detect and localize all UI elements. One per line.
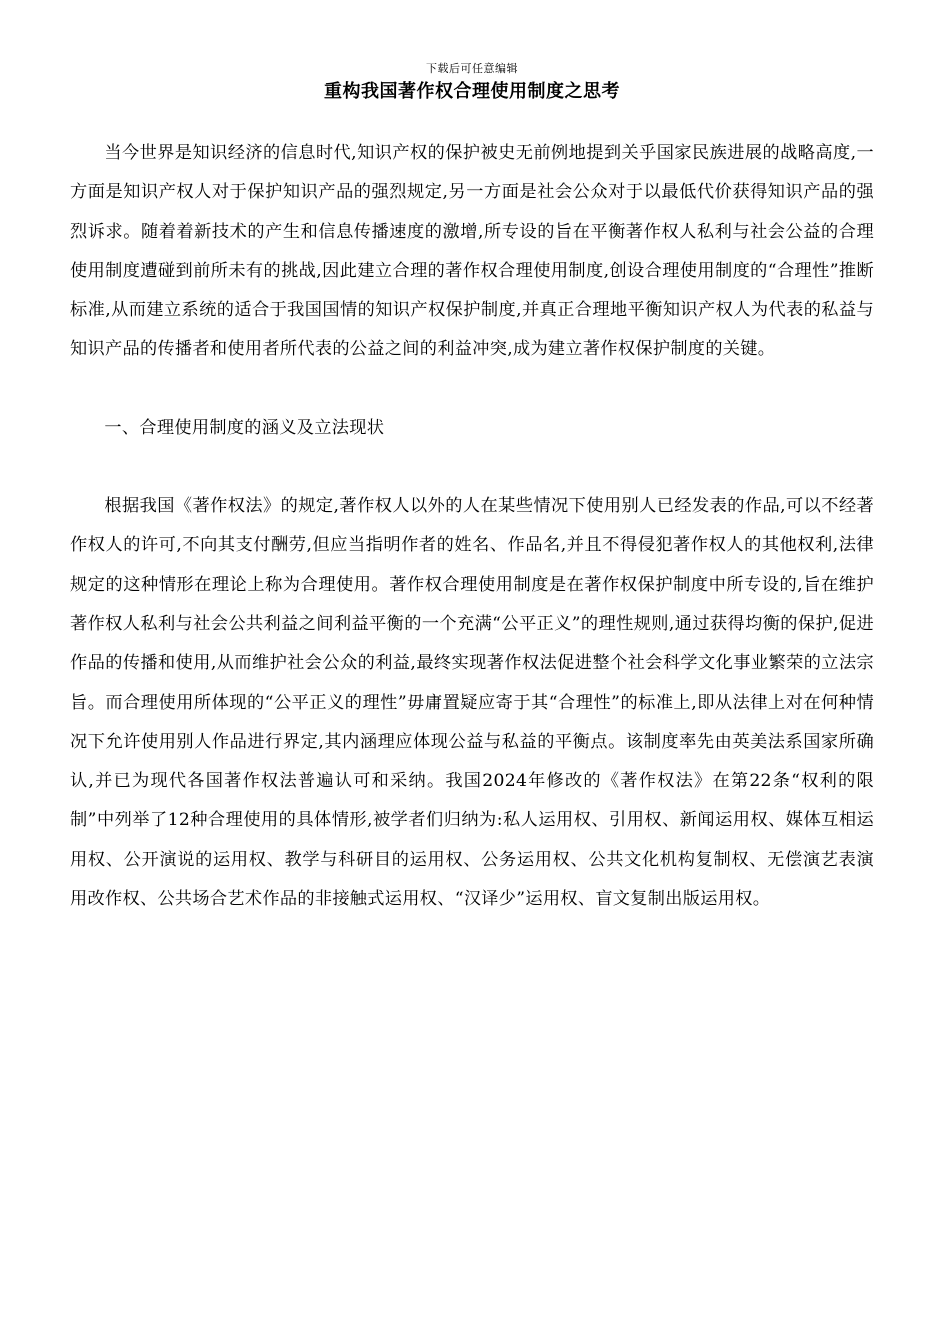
section-paragraph: 根据我国《著作权法》的规定,著作权人以外的人在某些情况下使用别人已经发表的作品,可以不经著作权人的许可,不向其支付酬劳,但应当指明作者的姓名、作品名,并且不得侵犯著作权人的其他权利,法律规定的这种情形在理论上称为合理使用。著作权合理使用制度是在著作权保护制度中所专设的,旨在维护著作权人私利与社会公共利益之间利益平衡的一个充满“公平正义”的理性规则,通过获得均衡的保护,促进作品的传播和使用,从而维护社会公众的利益,最终实现著作权法促进整个社会科学文化事业繁荣的立法宗旨。而合理使用所体现的“公平正义的理性”毋庸置疑应寄于其“合理性”的标准上,即从法律上对在何种情况下允许使用别人作品进行界定,其内涵理应体现公益与私益的平衡点。该制度率先由英美法系国家所确认,并已为现代各国著作权法普遍认可和采纳。我国2024年修改的《著作权法》在第22条“权利的限制”中列举了12种合理使用的具体情形,被学者们归纳为:私人运用权、引用权、新闻运用权、媒体互相运用权、公开演说的运用权、教学与科研目的运用权、公务运用权、公共文化机构复制权、无偿演艺表演用改作权、公共场合艺术作品的非接触式运用权、“汉译少”运用权、盲文复制出版运用权。 (70, 496, 874, 910)
section-heading: 一、合理使用制度的涵义及立法现状 (104, 417, 385, 438)
intro-paragraph: 当今世界是知识经济的信息时代,知识产权的保护被史无前例地提到关乎国家民族进展的战略高度,一方面是知识产权人对于保护知识产品的强烈规定,另一方面是社会公众对于以最低代价获得知识产品的强烈诉求。随着着新技术的产生和信息传播速度的激增,所专设的旨在平衡著作权人私利与社会公益的合理使用制度遭碰到前所未有的挑战,因此建立合理的著作权合理使用制度,创设合理使用制度的“合理性”推断标准,从而建立系统的适合于我国国情的知识产权保护制度,并真正合理地平衡知识产权人为代表的私益与知识产品的传播者和使用者所代表的公益之间的利益冲突,成为建立著作权保护制度的关键。 (70, 143, 874, 360)
document-title: 重构我国著作权合理使用制度之思考 (324, 81, 620, 102)
header-note: 下载后可任意编辑 (426, 62, 518, 75)
